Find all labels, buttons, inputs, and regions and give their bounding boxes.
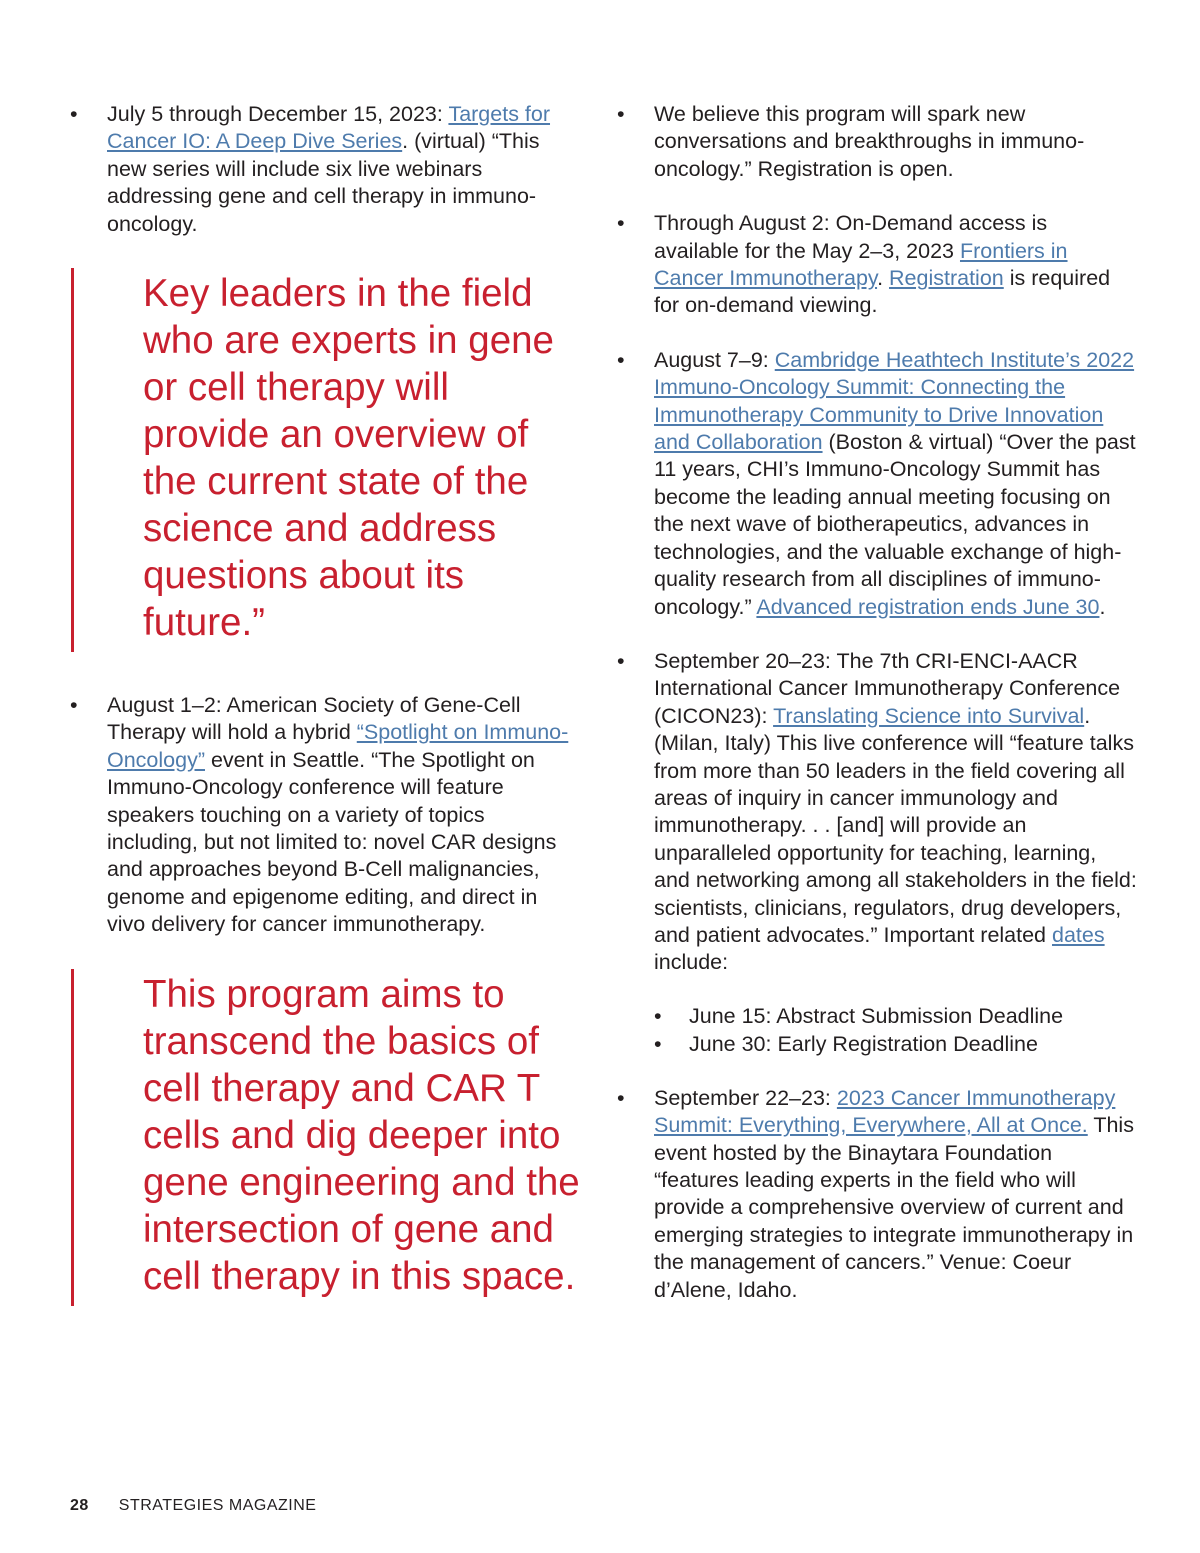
bullet-icon: •	[654, 1031, 662, 1056]
pull-quote-key-leaders: Key leaders in the field who are experts in gene or cell therapy will provide an overview of the current state of the science and address questions about its future.”	[71, 268, 580, 652]
event-item-asgct-spotlight: • August 1–2: American Society of Gene-Cell Therapy will hold a hybrid “Spotlight on Immuno-Oncology” event in Seattle. “The Spotlight on Immuno-Oncology conference will feature speakers touching on a variety of topics including, but not limited to: novel CAR designs and approaches beyond B-Cell malignancies, genome and epigenome editing, and direct in vivo delivery for cancer immunotherapy.	[70, 693, 569, 937]
bullet-icon: •	[70, 102, 78, 126]
event-item-continued-quote: • We believe this program will spark new conversations and breakthroughs in immuno-oncology.” Registration is open.	[617, 102, 1085, 181]
page-footer	[70, 1497, 316, 1515]
link-frontiers[interactable]: Frontiers in Cancer Immunotherapy	[654, 238, 1068, 291]
list-item: • June 15: Abstract Submission Deadline	[654, 1003, 1064, 1028]
event-item-binaytara-summit: • September 22–23: 2023 Cancer Immunotherapy Summit: Everything, Everywhere, All at Once. This event hosted by the Binaytara Foundation “features leading experts in the field who will provide a comprehensive overview of current and emerging strategies to integrate immunotherapy in the management of cancers.” Venue: Coeur d’Alene, Idaho.	[617, 1085, 1134, 1302]
event-item-frontiers: • Through August 2: On-Demand access is available for the May 2–3, 2023 Frontiers in Cancer Immunotherapy. Registration is required for on-demand viewing.	[617, 211, 1111, 318]
right-column	[617, 101, 1137, 1304]
page-number: 28	[70, 1497, 89, 1514]
link-chi-summit[interactable]: Cambridge Heathtech Institute’s 2022 Immuno-Oncology Summit: Connecting the Immunotherapy Community to Drive Innovation and Collaboration	[654, 347, 1135, 455]
bullet-icon: •	[617, 347, 625, 372]
event-item-cicon23: • September 20–23: The 7th CRI-ENCI-AACR International Cancer Immunotherapy Conference (CICON23): Translating Science into Survival. (Milan, Italy) This live conference will “feature talks from more than 50 leaders in the field covering all areas of inquiry in cancer immunology and immunotherapy. . . [and] will provide an unparalleled opportunity for teaching, learning, and networking among all stakeholders in the field: scientists, clinicians, regulators, drug developers, and patient advocates.” Important related dates include:	[617, 648, 1137, 975]
bullet-icon: •	[617, 211, 625, 236]
pull-quote-program-aims: This program aims to transcend the basics of cell therapy and CAR T cells and dig deeper into gene engineering and the intersection of gene and cell therapy in this space.	[71, 969, 580, 1306]
bullet-icon: •	[617, 102, 625, 126]
bullet-icon: •	[654, 1003, 662, 1028]
publication-name: STRATEGIES MAGAZINE	[118, 1497, 317, 1514]
event-item-chi-summit: • August 7–9: Cambridge Heathtech Institute’s 2022 Immuno-Oncology Summit: Connecting the Immunotherapy Community to Drive Innovation and Collaboration (Boston & virtual) “Over the past 11 years, CHI’s Immuno-Oncology Summit has become the leading annual meeting focusing on the next wave of biotherapeutics, advances in technologies, and the valuable exchange of high-quality research from all disciplines of immuno-oncology.” Advanced registration ends June 30.	[617, 347, 1136, 619]
link-registration[interactable]: Registration	[889, 266, 1004, 291]
link-spotlight-io[interactable]: “Spotlight on Immuno-Oncology”	[107, 720, 569, 772]
link-advanced-registration[interactable]: Advanced registration ends June 30	[756, 594, 1100, 619]
link-cancer-immunotherapy-summit[interactable]: 2023 Cancer Immunotherapy Summit: Everything, Everywhere, All at Once.	[654, 1085, 1116, 1138]
bullet-icon: •	[617, 1085, 625, 1110]
cicon23-dates-list	[617, 1002, 1137, 1058]
bullet-icon: •	[70, 693, 78, 718]
bullet-icon: •	[617, 648, 625, 673]
list-item: • June 30: Early Registration Deadline	[654, 1031, 1038, 1056]
left-column	[70, 101, 580, 1306]
event-item-targets-series: • July 5 through December 15, 2023: Targets for Cancer IO: A Deep Dive Series. (virtual) “This new series will include six live webinars addressing gene and cell therapy in immuno-oncology.	[70, 102, 551, 236]
link-translating-science[interactable]: Translating Science into Survival	[773, 703, 1085, 728]
link-dates[interactable]: dates	[1052, 922, 1105, 947]
link-targets-series[interactable]: Targets for Cancer IO: A Deep Dive Series	[107, 102, 551, 154]
